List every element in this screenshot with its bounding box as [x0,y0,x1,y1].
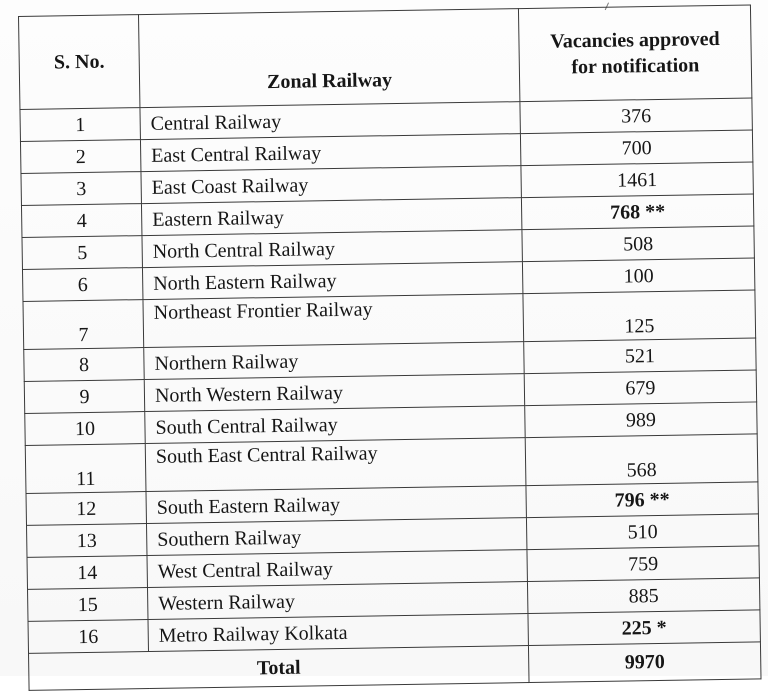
row-zone: South East Central Railway [145,438,526,492]
row-vacancies: 225 * [528,610,760,646]
row-vacancies: 568 [525,434,758,486]
row-vacancies: 759 [527,546,759,582]
row-zone: North Central Railway [142,230,522,268]
row-zone: South Central Railway [145,406,525,444]
row-sno: 10 [25,412,145,446]
row-sno: 12 [26,492,146,526]
header-vacancies [518,5,751,102]
row-sno: 8 [24,348,144,382]
vacancy-table-sheet [18,5,761,691]
header-sno: S. No. [19,15,140,110]
row-vacancies: 768 ** [521,194,753,230]
row-vacancies: 679 [524,370,756,406]
row-zone: Eastern Railway [141,198,521,236]
row-zone: Northeast Frontier Railway [143,294,524,348]
row-zone: East Coast Railway [141,166,521,204]
header-vacancies-line2: for notification [571,54,700,79]
row-sno: 9 [24,380,144,414]
row-zone: West Central Railway [147,550,527,588]
row-vacancies: 510 [526,514,758,550]
row-sno: 15 [28,588,148,622]
row-vacancies: 989 [525,402,757,438]
total-value: 9970 [528,642,761,683]
row-zone: South Eastern Railway [146,486,526,524]
row-vacancies: 1461 [521,162,753,198]
row-vacancies: 796 ** [526,482,758,518]
row-vacancies: 100 [522,258,754,294]
row-zone: Central Railway [140,102,520,140]
row-sno: 7 [23,300,144,350]
table-header-row [19,5,752,109]
row-zone: Northern Railway [144,342,524,380]
row-vacancies: 376 [520,98,752,134]
header-zonal-railway: Zonal Railway [138,9,519,108]
row-zone: Southern Railway [146,518,526,556]
row-vacancies: 885 [527,578,759,614]
row-sno: 5 [22,236,142,270]
row-sno: 2 [20,140,140,174]
vacancy-table [18,4,762,690]
header-vacancies-line1: Vacancies approved [550,27,720,53]
row-sno: 16 [28,620,148,654]
row-vacancies: 125 [523,290,756,342]
total-label: Total [29,646,530,691]
row-zone: Metro Railway Kolkata [148,614,528,652]
row-sno: 6 [22,268,142,302]
row-sno: 13 [27,524,147,558]
row-sno: 11 [25,444,146,494]
row-zone: North Eastern Railway [142,262,522,300]
row-vacancies: 521 [524,338,756,374]
row-sno: 1 [20,108,140,142]
row-zone: Western Railway [147,582,527,620]
row-vacancies: 508 [522,226,754,262]
row-vacancies: 700 [520,130,752,166]
row-sno: 14 [27,556,147,590]
row-sno: 4 [21,204,141,238]
row-zone: North Western Railway [144,374,524,412]
row-sno: 3 [21,172,141,206]
row-zone: East Central Railway [140,134,520,172]
